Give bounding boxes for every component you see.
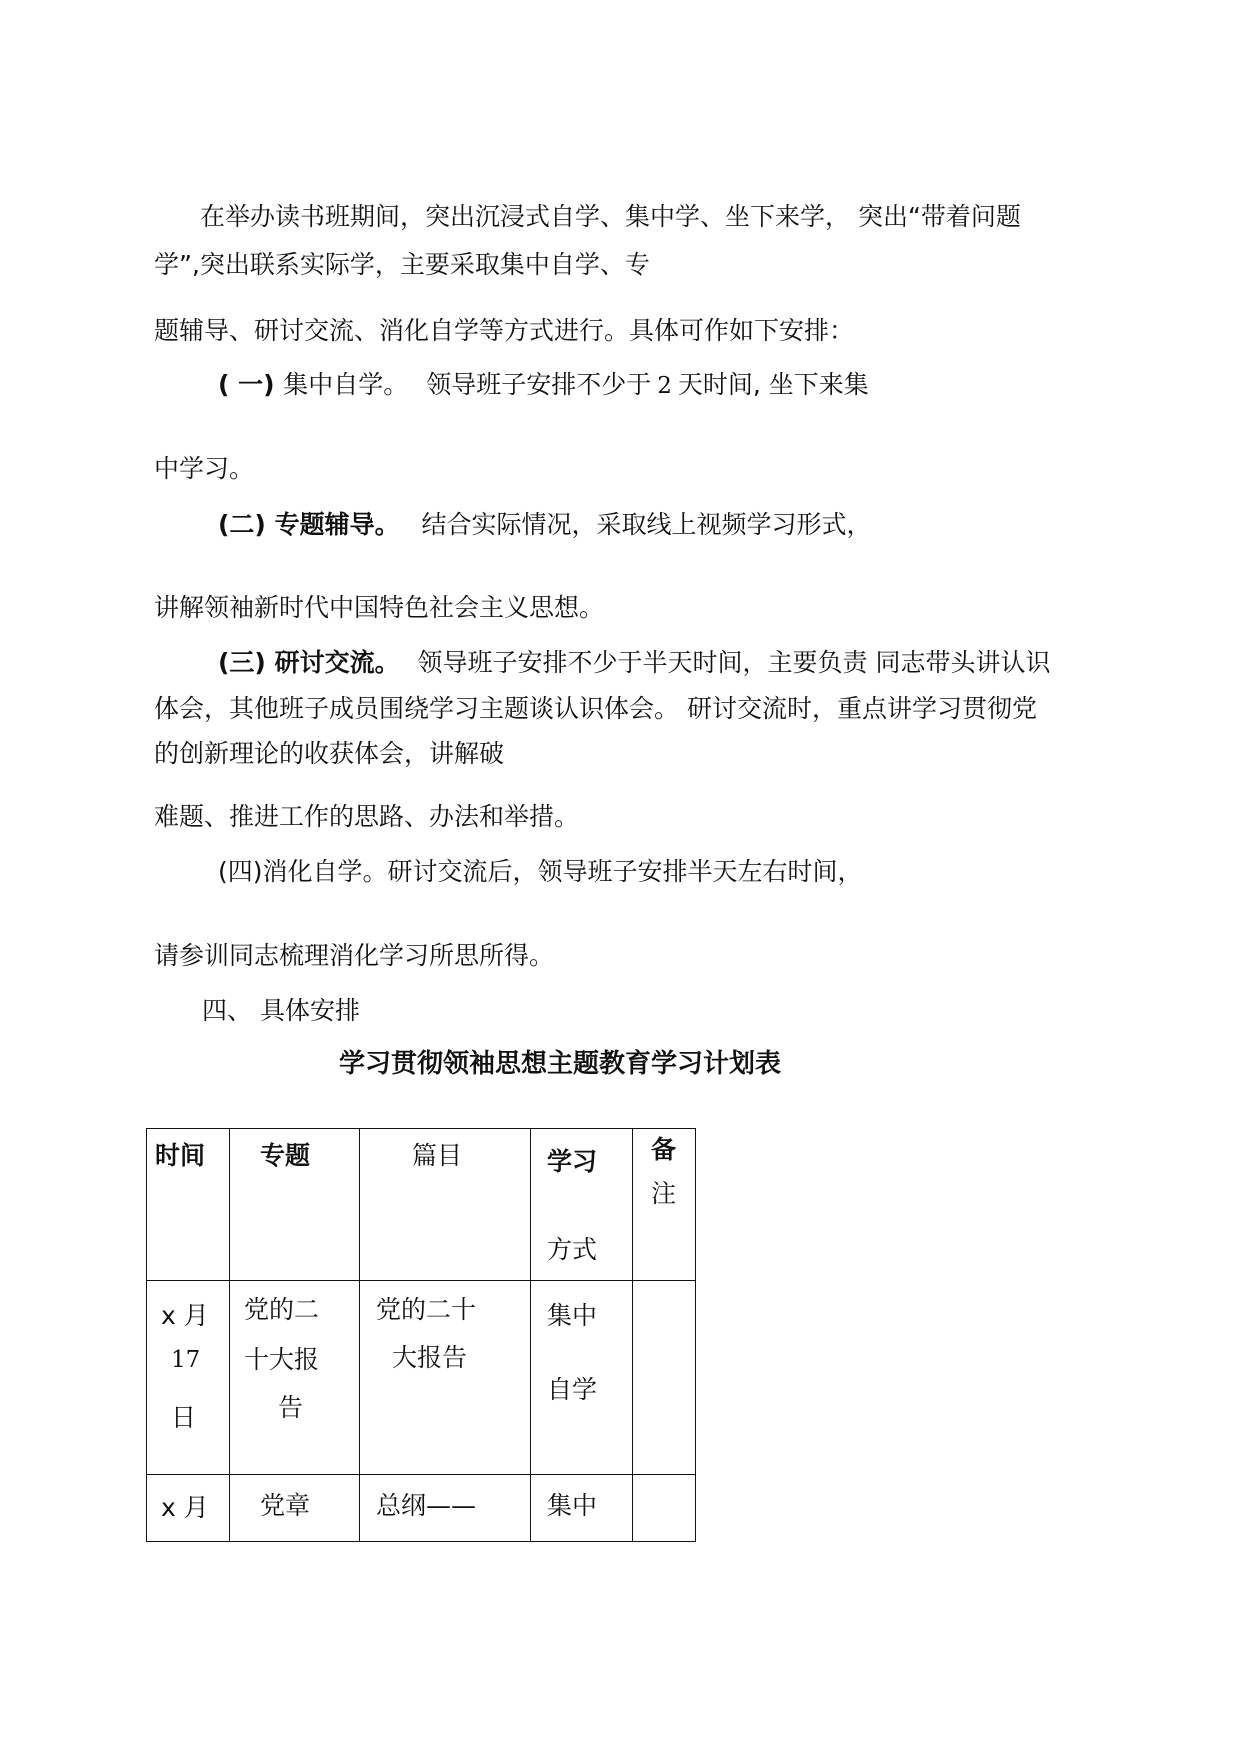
row-2-topic-cell xyxy=(230,1475,360,1542)
header-method-cell xyxy=(531,1129,633,1281)
header-method-2: 方式 xyxy=(547,1235,598,1264)
row-1-method-1: 集中 xyxy=(547,1301,598,1330)
section-2-continued: 讲解领袖新时代中国特色社会主义思想。 xyxy=(154,593,605,622)
row-2-topic-1: 党章 xyxy=(260,1491,311,1520)
row-1-topic-3: 告 xyxy=(278,1393,304,1422)
row-1-chapter-1: 党的二十 xyxy=(376,1295,477,1324)
row-1-time-2: 17 xyxy=(171,1347,201,1373)
paragraph-1-line-1: 在举办读书班期间，突出沉浸式自学、集中学、坐下来学， 突出“带着问题 xyxy=(200,202,1021,231)
section-1-title: 集中自学。 xyxy=(283,370,409,399)
paragraph-1-line-3: 题辅导、研讨交流、消化自学等方式进行。具体可作如下安排： xyxy=(154,316,855,345)
header-chapter-cell xyxy=(360,1129,531,1281)
row-1-time-cell xyxy=(147,1281,230,1475)
section-2 xyxy=(218,510,872,540)
row-2-note-cell xyxy=(633,1475,696,1542)
row-1-topic-2: 十大报 xyxy=(244,1345,320,1374)
header-note-cell xyxy=(633,1129,696,1281)
paragraph-1-line-2: 学”,突出联系实际学，主要采取集中自学、专 xyxy=(154,250,650,279)
section-2-head: (二) xyxy=(218,510,275,539)
header-chapter: 篇目 xyxy=(412,1141,463,1170)
row-1-time-1: x 月 xyxy=(161,1301,209,1330)
table-header-row xyxy=(147,1129,696,1281)
row-1-note-cell xyxy=(633,1281,696,1475)
row-1-time-3: 日 xyxy=(171,1403,197,1432)
header-method-1: 学习 xyxy=(547,1147,598,1176)
row-2-time-cell xyxy=(147,1475,230,1542)
row-1-method-2: 自学 xyxy=(547,1375,598,1404)
row-1-method-cell xyxy=(531,1281,633,1475)
header-topic-cell xyxy=(230,1129,360,1281)
row-1-chapter-cell xyxy=(360,1281,531,1475)
table-title: 学习贯彻领袖思想主题教育学习计划表 xyxy=(339,1049,782,1079)
header-note-2: 注 xyxy=(651,1179,677,1208)
section-3-line-2: 体会，其他班子成员围绕学习主题谈认识体会。 研讨交流时，重点讲学习贯彻党 xyxy=(154,694,1037,723)
section-2-text: 结合实际情况，采取线上视频学习形式， xyxy=(421,510,872,539)
study-plan-table xyxy=(146,1128,696,1542)
row-1-topic-cell xyxy=(230,1281,360,1475)
section-3-text: 领导班子安排不少于半天时间，主要负责 同志带头讲认识 xyxy=(417,648,1051,677)
section-3-line-3: 的创新理论的收获体会，讲解破 xyxy=(154,739,505,768)
section-1-text-b: 天时间, 坐下来集 xyxy=(677,370,869,399)
row-1-chapter-2: 大报告 xyxy=(392,1343,468,1372)
section-3-title: 研讨交流。 xyxy=(274,648,400,677)
header-note-1: 备 xyxy=(651,1135,677,1164)
header-time: 时间 xyxy=(155,1141,206,1170)
section-1-head: ( 一) xyxy=(218,370,284,399)
row-2-time-1: x 月 xyxy=(161,1493,209,1522)
section-4-continued: 请参训同志梳理消化学习所思所得。 xyxy=(154,941,555,970)
section-heading-4: 四、 具体安排 xyxy=(202,996,360,1025)
section-1-text-a: 领导班子安排不少于 xyxy=(426,370,652,399)
header-topic: 专题 xyxy=(260,1141,311,1170)
table-row xyxy=(147,1281,696,1475)
section-1 xyxy=(218,370,869,401)
section-3 xyxy=(218,648,1050,678)
section-1-continued: 中学习。 xyxy=(154,454,255,483)
section-3-continued: 难题、推进工作的思路、办法和举措。 xyxy=(154,802,580,831)
header-time-cell xyxy=(147,1129,230,1281)
row-1-topic-1: 党的二 xyxy=(244,1295,320,1324)
row-2-chapter-cell xyxy=(360,1475,531,1542)
row-2-chapter-1: 总纲—— xyxy=(376,1491,477,1520)
section-3-head: (三) xyxy=(218,648,275,677)
section-2-title: 专题辅导。 xyxy=(274,510,400,539)
section-1-number: 2 xyxy=(657,373,672,399)
table-row xyxy=(147,1475,696,1542)
row-2-method-cell xyxy=(531,1475,633,1542)
section-4-line: (四)消化自学。研讨交流后，领导班子安排半天左右时间， xyxy=(218,857,863,886)
row-2-method-1: 集中 xyxy=(547,1491,598,1520)
